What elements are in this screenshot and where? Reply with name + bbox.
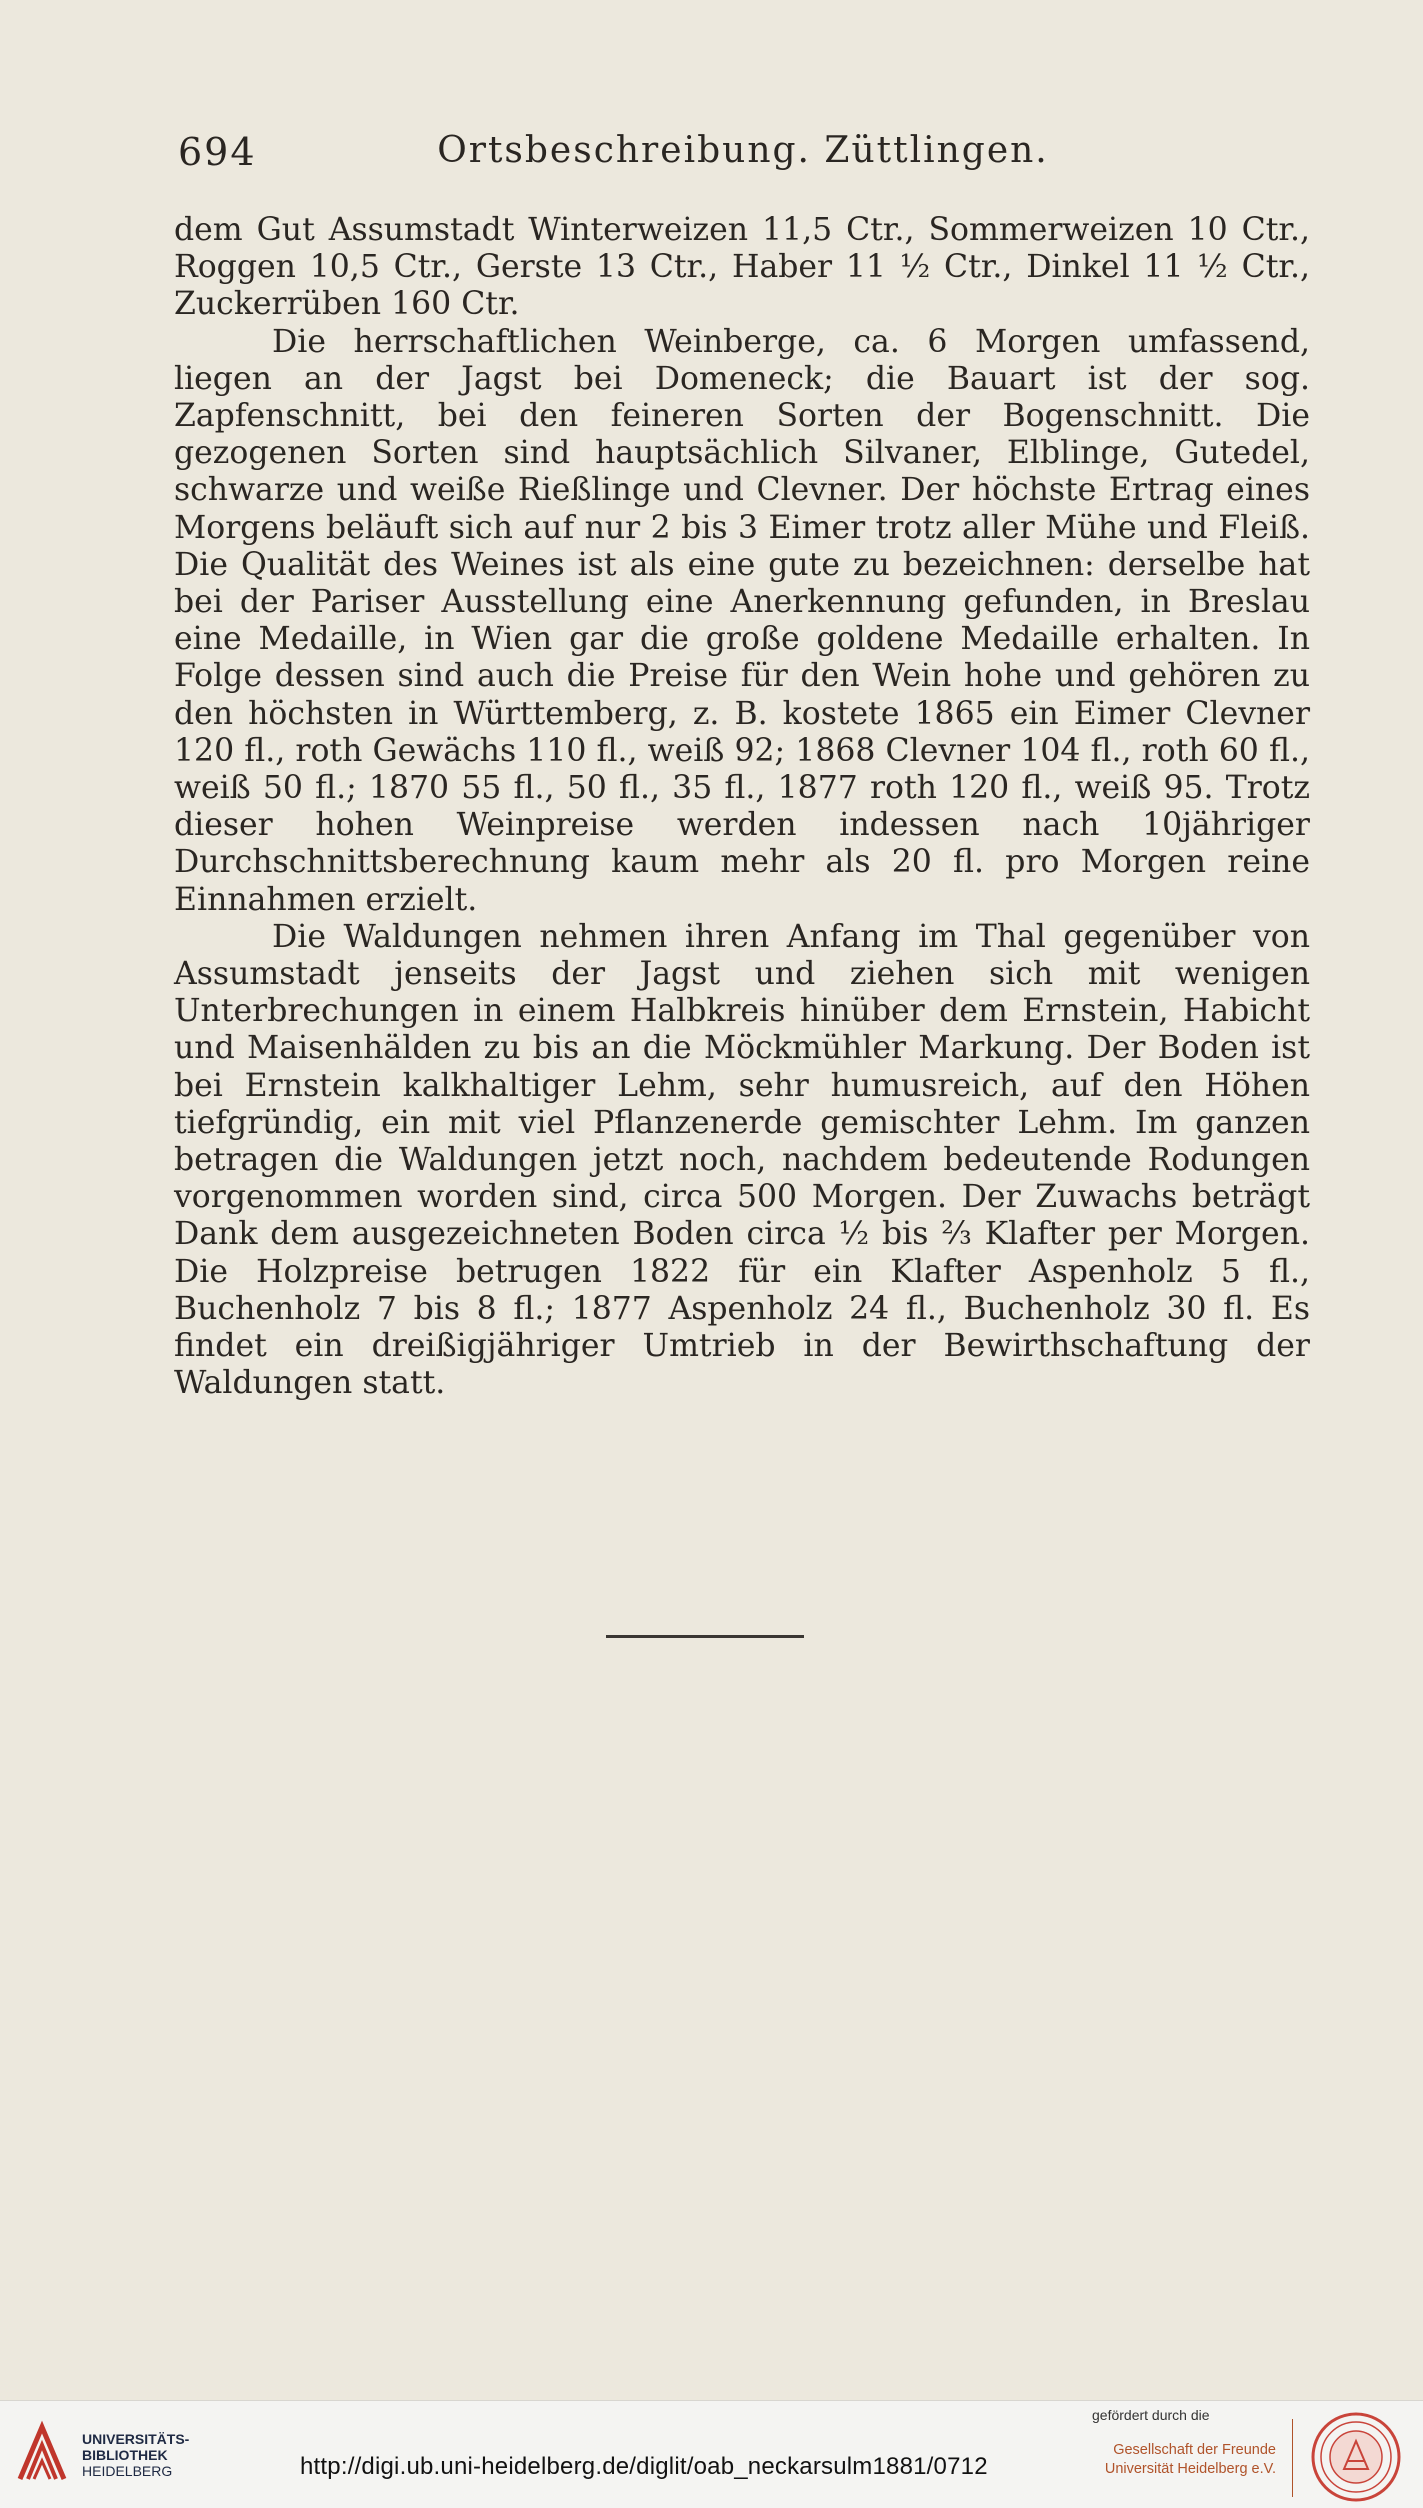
university-library-logo-icon <box>14 2419 70 2489</box>
society-seal-icon <box>1306 2411 1406 2503</box>
society-name: Gesellschaft der Freunde Universität Heidelberg e.V. <box>1104 2442 1276 2477</box>
running-title: Ortsbeschreibung. Züttlingen. <box>437 130 1049 171</box>
end-rule <box>606 1635 804 1638</box>
paragraph-crop-yields: dem Gut Assumstadt Winterweizen 11,5 Ctr., Sommerweizen 10 Ctr., Roggen 10,5 Ctr., Gerste 13 Ctr., Haber 11 ½ Ctr., Dinkel 11 ½ Ctr., Zuckerrüben 160 Ctr. <box>174 212 1310 323</box>
digitization-footer <box>0 2400 1423 2508</box>
funded-by-label: gefördert durch die <box>1092 2407 1210 2423</box>
paragraph-forests: Die Waldungen nehmen ihren Anfang im Thal gegenüber von Assumstadt jenseits der Jagst und ziehen sich mit wenigen Unterbrechungen in einem Halbkreis hinüber dem Ernstein, Habicht und Maisenhälden zu bis an die Möckmühler Markung. Der Boden ist bei Ernstein kalkhaltiger Lehm, sehr humusreich, auf den Höhen tiefgründig, ein mit viel Pflanzenerde gemischter Lehm. Im ganzen betragen die Waldungen jetzt noch, nachdem bedeutende Rodungen vorgenommen worden sind, circa 500 Morgen. Der Zuwachs beträgt Dank dem ausgezeichneten Boden circa ½ bis ⅔ Klafter per Morgen. Die Holzpreise betrugen 1822 für ein Klafter Aspenholz 5 fl., Buchenholz 7 bis 8 fl.; 1877 Aspenholz 24 fl., Buchenholz 30 fl. Es findet ein dreißigjähriger Umtrieb in der Bewirthschaftung der Waldungen statt. <box>174 918 1310 1402</box>
page-number: 694 <box>178 130 257 174</box>
permalink-url[interactable]: http://digi.ub.uni-heidelberg.de/diglit/oab_neckarsulm1881/0712 <box>300 2453 988 2480</box>
body-text <box>174 212 1310 1403</box>
footer-divider <box>1292 2419 1293 2497</box>
page-header <box>178 130 1308 180</box>
paragraph-vineyards: Die herrschaftlichen Weinberge, ca. 6 Morgen umfassend, liegen an der Jagst bei Domeneck; die Bauart ist der sog. Zapfenschnitt, bei den feineren Sorten der Bogenschnitt. Die gezogenen Sorten sind hauptsächlich Silvaner, Elblinge, Gutedel, schwarze und weiße Rießlinge und Clevner. Der höchste Ertrag eines Morgens beläuft sich auf nur 2 bis 3 Eimer trotz aller Mühe und Fleiß. Die Qualität des Weines ist als eine gute zu bezeichnen: derselbe hat bei der Pariser Ausstellung eine Anerkennung gefunden, in Breslau eine Medaille, in Wien gar die große goldene Medaille erhalten. In Folge dessen sind auch die Preise für den Wein hohe und gehören zu den höchsten in Württemberg, z. B. kostete 1865 ein Eimer Clevner 120 fl., roth Gewächs 110 fl., weiß 92; 1868 Clevner 104 fl., roth 60 fl., weiß 50 fl.; 1870 55 fl., 50 fl., 35 fl., 1877 roth 120 fl., weiß 95. Trotz dieser hohen Weinpreise werden indessen nach 10jähriger Durchschnittsberechnung kaum mehr als 20 fl. pro Morgen reine Einnahmen erzielt. <box>174 323 1310 918</box>
library-name: UNIVERSITÄTS- BIBLIOTHEK HEIDELBERG <box>82 2431 190 2479</box>
